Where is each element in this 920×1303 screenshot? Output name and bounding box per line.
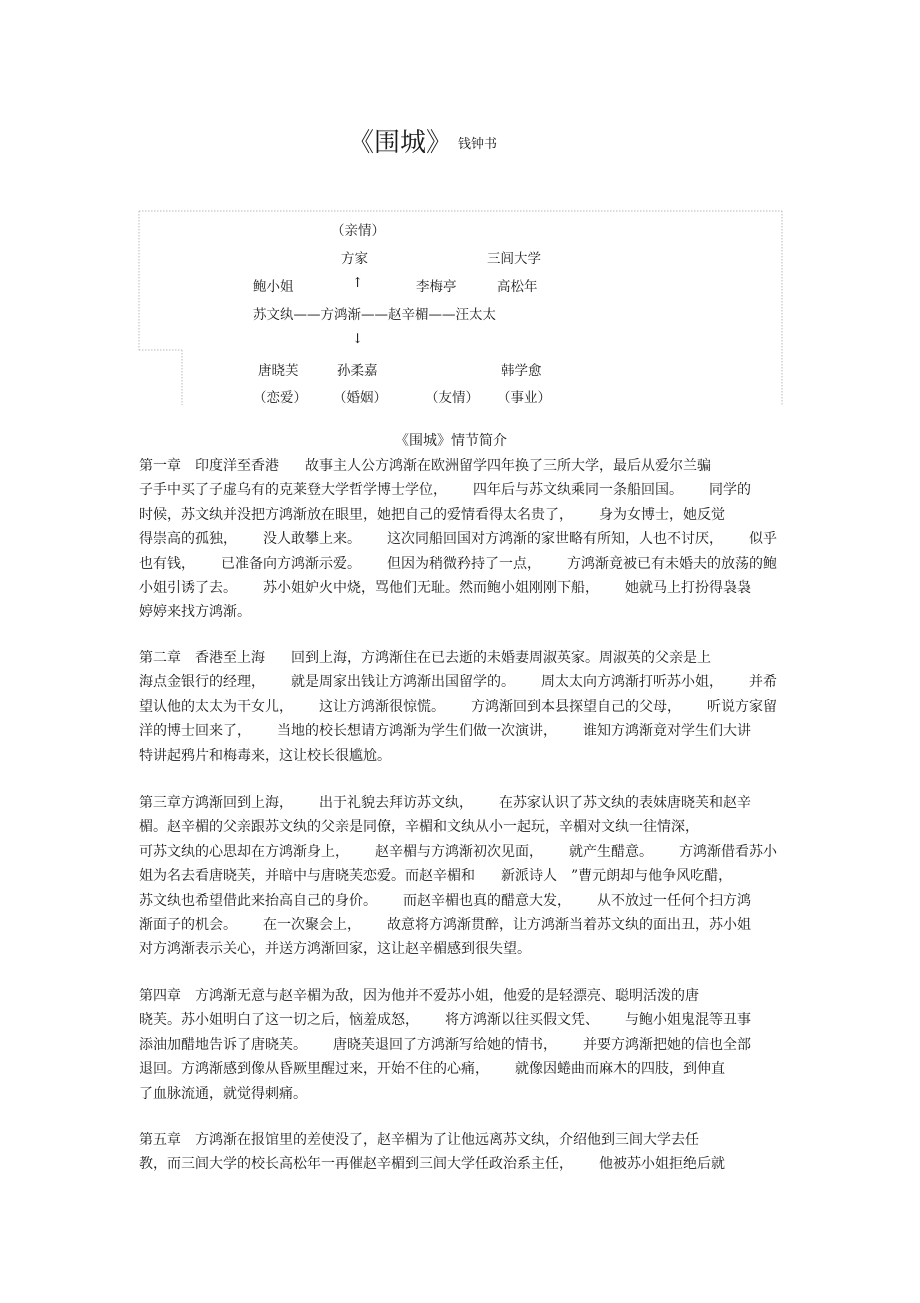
text-segment: 谁知方鸿渐竟对学生们大讲 (583, 723, 751, 740)
text-segment: 这次同船回国对方鸿渐的家世略有所知，人也不讨厌， (387, 531, 723, 548)
text-segment: 望认他的太太为干女儿， (139, 698, 293, 715)
paragraph-line (139, 1057, 779, 1081)
text-segment: 在一次聚会上， (263, 916, 361, 933)
node-sunroujia: 孙柔嘉 (337, 363, 378, 379)
node-baoxiaojie: 鲍小姐 (253, 279, 294, 295)
text-segment: 子手中买了子虚乌有的克莱登大学哲学博士学位， (139, 482, 447, 499)
text-segment: 同学的 (709, 482, 751, 499)
chapter-5-paragraph (139, 1128, 779, 1177)
text-segment: 苏文纨也希望借此来抬高自己的身价。 (139, 892, 377, 909)
text-segment: 故意将方鸿渐贯醉，让方鸿渐当着苏文纨的面出丑，苏小姐 (387, 916, 751, 933)
text-segment: 教，而三闾大学的校长高松年一再催赵辛楣到三闾大学任政治系主任， (139, 1156, 573, 1173)
node-tangxiaofu: 唐晓芙 (258, 363, 299, 379)
text-segment: 周太太向方鸿渐打听苏小姐， (541, 674, 723, 691)
paragraph-line (139, 576, 779, 600)
text-segment: 四年后与苏文纨乘同一条船回国。 (473, 482, 683, 499)
text-segment: 听说方家留 (707, 698, 777, 715)
document-title: 《围城》 (348, 128, 453, 158)
paragraph-line (139, 719, 779, 743)
text-segment: 可苏文纨的心思却在方鸿渐身上， (139, 843, 349, 860)
paragraph-line (139, 670, 779, 694)
relationship-diagram-frame (0, 0, 920, 420)
text-segment: 故事主人公方鸿渐在欧洲留学四年换了三所大学，最后从爱尔兰骗 (305, 458, 711, 474)
node-limeiting: 李梅亭 (416, 279, 457, 295)
text-segment: 第四章 方鸿渐无意与赵辛楣为敌，因为他并不爱苏小姐，他爱的是轻漂亮、聪明活泼的唐 (139, 988, 699, 1004)
node-sanlv-university: 三闾大学 (487, 251, 541, 267)
text-segment: 而赵辛楣也真的醋意大发， (403, 892, 571, 909)
text-segment: 出于礼貌去拜访苏文纨， (319, 795, 473, 811)
text-segment: 得崇高的孤独， (139, 531, 237, 548)
text-segment: 方鸿渐回到本县探望自己的父母， (471, 698, 681, 715)
text-segment: 第一章 印度洋至香港 (139, 458, 279, 474)
text-segment: 他被苏小姐拒绝后就 (599, 1156, 725, 1173)
document-author: 钱钟书 (458, 137, 498, 152)
label-qinqing: （亲情） (331, 223, 385, 239)
text-segment: 方鸿渐竟被已有未婚夫的放荡的鲍 (567, 555, 777, 572)
text-segment: 苏小姐妒火中烧，骂他们无耻。然而鲍小姐刚刚下船， (263, 579, 599, 596)
text-segment: 第五章 方鸿渐在报馆里的差使没了，赵辛楣为了让他远离苏文纨，介绍他到三闾大学去任 (139, 1132, 699, 1148)
text-segment: 第三章方鸿渐回到上海， (139, 795, 293, 811)
paragraph-line (139, 984, 779, 1008)
text-segment: 唐晓芙退回了方鸿渐写给她的情书， (333, 1036, 557, 1053)
paragraph-line (139, 1082, 779, 1106)
text-segment: 将方鸿渐以往买假文凭、 (445, 1012, 599, 1029)
node-hanxueyu: 韩学愈 (501, 363, 542, 379)
text-segment: 第二章 香港至上海 (139, 650, 265, 666)
arrow-up-icon: ↑ (352, 275, 364, 291)
text-segment: 似乎 (749, 531, 777, 548)
arrow-down-icon: ↓ (352, 331, 364, 347)
text-segment: 也有钱， (139, 555, 195, 572)
text-segment: 晓芙。苏小姐明白了这一切之后，恼羞成怒， (139, 1012, 419, 1029)
text-segment: 与鲍小姐鬼混等丑事 (625, 1012, 751, 1029)
text-segment: 婷婷来找方鸿渐。 (139, 604, 251, 621)
paragraph-line (139, 791, 779, 815)
chapter-2-paragraph (139, 646, 779, 768)
text-segment: 退回。方鸿渐感到像从昏厥里醒过来，开始不住的心痛， (139, 1061, 489, 1078)
paragraph-line (139, 1152, 779, 1176)
chapter-1-paragraph (139, 454, 779, 625)
paragraph-line (139, 1033, 779, 1057)
paragraph-line (139, 840, 779, 864)
paragraph-line (139, 695, 779, 719)
chapter-3-paragraph (139, 791, 779, 962)
paragraph-line (139, 815, 779, 839)
node-gaosongnian: 高松年 (497, 279, 538, 295)
chapter-4-paragraph (139, 984, 779, 1106)
paragraph-line (139, 1128, 779, 1152)
paragraph-line (139, 478, 779, 502)
text-segment: 海点金银行的经理， (139, 674, 265, 691)
text-segment: 楣。赵辛楣的父亲跟苏文纨的父亲是同僚，辛楣和文纨从小一起玩，辛楣对文纨一往情深， (139, 819, 699, 836)
text-segment: 并要方鸿渐把她的信也全部 (583, 1036, 751, 1053)
text-segment: 当地的校长想请方鸿渐为学生们做一次演讲， (277, 723, 557, 740)
text-segment: 了血脉流通，就觉得刺痛。 (139, 1085, 307, 1102)
text-segment: 这让方鸿渐很惊慌。 (319, 698, 445, 715)
text-segment: 赵辛楣与方鸿渐初次见面， (375, 843, 543, 860)
relationship-chain: 苏文纨——方鸿渐——赵辛楣——汪太太 (253, 307, 496, 323)
text-segment: 姐为名去看唐晓芙，并暗中与唐晓芙恋爱。而赵辛楣和 (139, 868, 475, 885)
text-segment: 对方鸿渐表示关心，并送方鸿渐回家，这让赵辛楣感到很失望。 (139, 941, 531, 958)
label-youqing: （友情） (425, 390, 479, 406)
paragraph-line (139, 527, 779, 551)
text-segment: 特讲起鸦片和梅毒来，这让校长很尴尬。 (139, 747, 391, 764)
text-segment: 添油加醋地告诉了唐晓芙。 (139, 1036, 307, 1053)
text-segment: 就像因蜷曲而麻木的四肢，到伸直 (515, 1061, 725, 1078)
text-segment: 渐面子的机会。 (139, 916, 237, 933)
text-segment: 回到上海，方鸿渐住在已去逝的未婚妻周淑英家。周淑英的父亲是上 (291, 650, 711, 666)
paragraph-line (139, 600, 779, 624)
label-shiye: （事业） (497, 390, 551, 406)
text-segment: 她就马上打扮得袅袅 (625, 579, 751, 596)
paragraph-line (139, 889, 779, 913)
text-segment: 小姐引诱了去。 (139, 579, 237, 596)
text-segment: 从不放过一任何个扫方鸿 (597, 892, 751, 909)
section-title: 《围城》情节简介 (395, 433, 507, 449)
text-segment: 已准备向方鸿渐示爱。 (221, 555, 361, 572)
text-segment: 但因为稍微矜持了一点， (387, 555, 541, 572)
label-hunyin: （婚姻） (333, 390, 387, 406)
text-segment: 方鸿渐借看苏小 (679, 843, 777, 860)
text-segment: 在苏家认识了苏文纨的表妹唐晓芙和赵辛 (499, 795, 751, 811)
text-segment: 时候，苏文纨并没把方鸿渐放在眼里，她把自己的爱情看得太名贵了， (139, 506, 573, 523)
label-lianai: （恋爱） (253, 390, 307, 406)
paragraph-line (139, 646, 779, 670)
text-segment: 就是周家出钱让方鸿渐出国留学的。 (291, 674, 515, 691)
paragraph-line (139, 744, 779, 768)
paragraph-line (139, 1008, 779, 1032)
paragraph-line (139, 937, 779, 961)
paragraph-line (139, 454, 779, 478)
node-fangjia: 方家 (341, 251, 368, 267)
text-segment: 新派诗人 ”曹元朗却与他争风吃醋， (501, 868, 733, 885)
text-segment: 就产生醋意。 (569, 843, 653, 860)
paragraph-line (139, 913, 779, 937)
text-segment: 洋的博士回来了， (139, 723, 251, 740)
paragraph-line (139, 552, 779, 576)
text-segment: 并希 (749, 674, 777, 691)
paragraph-line (139, 864, 779, 888)
text-segment: 身为女博士，她反觉 (599, 506, 725, 523)
text-segment: 没人敢攀上来。 (263, 531, 361, 548)
paragraph-line (139, 503, 779, 527)
